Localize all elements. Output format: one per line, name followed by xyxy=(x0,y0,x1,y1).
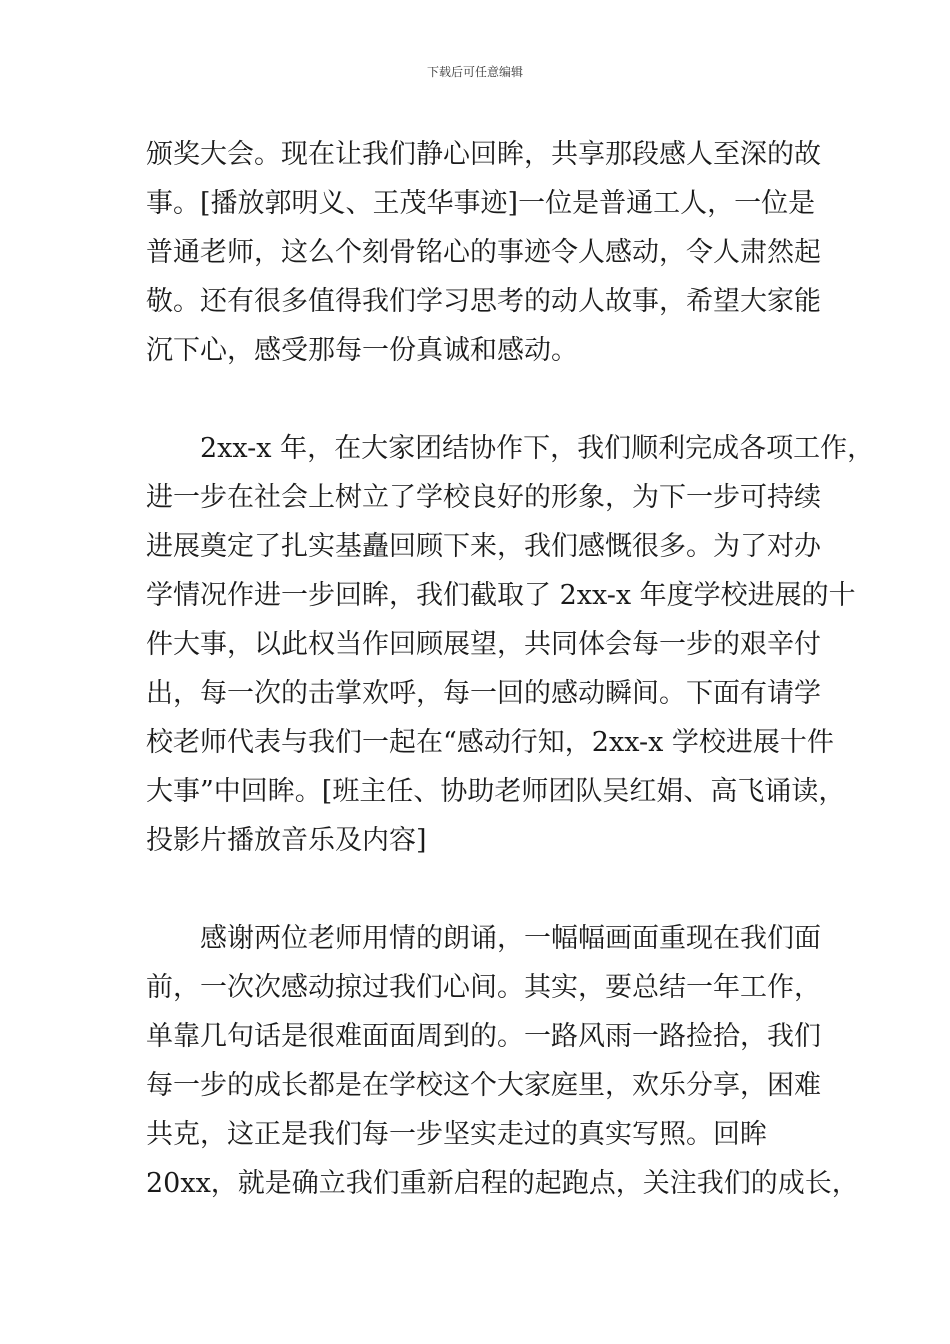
paragraph-spacer xyxy=(146,865,826,914)
text-line: 感谢两位老师用情的朗诵，一幅幅画面重现在我们面 xyxy=(200,923,821,954)
text-line: 进一步在社会上树立了学校良好的形象，为下一步可持续 xyxy=(146,482,821,513)
paragraph xyxy=(146,914,859,1208)
text-line: 进展奠定了扎实基矗回顾下来，我们感慨很多。为了对办 xyxy=(146,531,821,562)
text-line: 20xx，就是确立我们重新启程的起跑点，关注我们的成长， xyxy=(146,1168,859,1199)
text-line: 敬。还有很多值得我们学习思考的动人故事，希望大家能 xyxy=(146,286,821,317)
paragraph-spacer xyxy=(146,375,826,424)
text-line: 件大事，以此权当作回顾展望，共同体会每一步的艰辛付 xyxy=(146,629,821,660)
text-line: 校老师代表与我们一起在“感动行知，2xx-x 学校进展十件 xyxy=(146,727,834,758)
text-line: 沉下心，感受那每一份真诚和感动。 xyxy=(146,335,578,366)
text-line: 每一步的成长都是在学校这个大家庭里，欢乐分享，困难 xyxy=(146,1070,821,1101)
paragraph xyxy=(146,424,875,865)
text-line: 颁奖大会。现在让我们静心回眸，共享那段感人至深的故 xyxy=(146,139,821,170)
text-line: 单靠几句话是很难面面周到的。一路风雨一路捡拾，我们 xyxy=(146,1021,821,1052)
text-line: 出，每一次的击掌欢呼，每一回的感动瞬间。下面有请学 xyxy=(146,678,821,709)
text-line: 共克，这正是我们每一步坚实走过的真实写照。回眸 xyxy=(146,1119,767,1150)
text-line: 前，一次次感动掠过我们心间。其实，要总结一年工作， xyxy=(146,972,821,1003)
text-line: 2xx-x 年，在大家团结协作下，我们顺利完成各项工作， xyxy=(200,433,875,464)
document-body xyxy=(146,130,875,1208)
text-line: 大事”中回眸。[班主任、协助老师团队吴红娟、高飞诵读， xyxy=(146,776,846,807)
paragraph xyxy=(146,130,826,375)
page-header: 下载后可任意编辑 xyxy=(426,65,523,79)
text-line: 投影片播放音乐及内容] xyxy=(146,825,427,856)
text-line: 普通老师，这么个刻骨铭心的事迹令人感动，令人肃然起 xyxy=(146,237,821,268)
text-line: 学情况作进一步回眸，我们截取了 2xx-x 年度学校进展的十 xyxy=(146,580,856,611)
text-line: 事。[播放郭明义、王茂华事迹]一位是普通工人，一位是 xyxy=(146,188,816,219)
